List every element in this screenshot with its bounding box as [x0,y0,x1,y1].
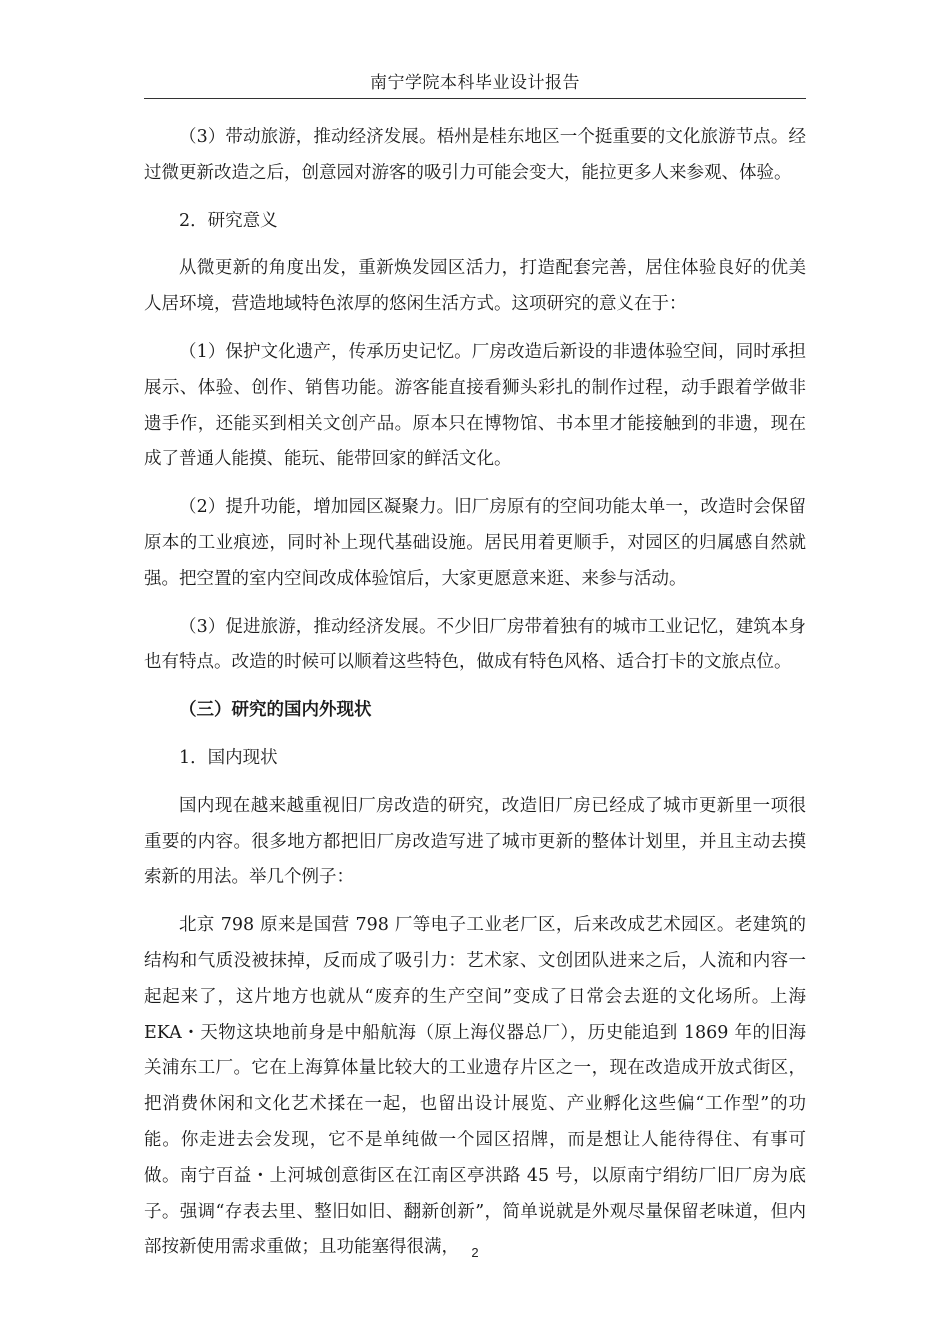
body-paragraph: （3）促进旅游，推动经济发展。不少旧厂房带着独有的城市工业记忆，建筑本身也有特点。改造的时候可以顺着这些特色，做成有特色风格、适合打卡的文旅点位。 [144,616,806,673]
body-paragraph: （3）带动旅游，推动经济发展。梧州是桂东地区一个挺重要的文化旅游节点。经过微更新改造之后，创意园对游客的吸引力可能会变大，能拉更多人来参观、体验。 [144,127,806,183]
section-heading: （三）研究的国内外现状 [179,700,372,721]
body-paragraph: 北京 798 原来是国营 798 厂等电子工业老厂区，后来改成艺术园区。老建筑的结构和气质没被抹掉，反而成了吸引力：艺术家、文创团队进来之后，人流和内容一起起来了，这片地方也就从“废弃的生产空间”变成了日常会去逛的文化场所。上海 EKA・天物这块地前身是中船航海（原上海仪器总厂），历史能追到 1869 年的旧海关浦东工厂。它在上海算体量比较大的工业遗存片区之一，现在改造成开放式街区，把消费休闲和文化艺术揉在一起，也留出设计展览、产业孵化这些偏“工作型”的功能。你走进去会发现，它不是单纯做一个园区招牌，而是想让人能待得住、有事可做。南宁百益・上河城创意街区在江南区亭洪路 45 号，以原南宁绢纺厂旧厂房为底子。强调“存表去里、整旧如旧、翻新创新”，简单说就是外观尽量保留老味道，但内部按新使用需求重做；且功能塞得很满， [144,915,812,1258]
section-subheading: 2．研究意义 [179,210,278,231]
page-number: 2 [471,1245,479,1260]
body-paragraph: （1）保护文化遗产，传承历史记忆。厂房改造后新设的非遗体验空间，同时承担展示、体验、创作、销售功能。游客能直接看狮头彩扎的制作过程，动手跟着学做非遗手作，还能买到相关文创产品。原本只在博物馆、书本里才能接触到的非遗，现在成了普通人能摸、能玩、能带回家的鲜活文化。 [144,341,806,470]
document-body [144,120,812,1266]
page-header: 南宁学院本科毕业设计报告 [144,68,806,99]
body-paragraph: （2）提升功能，增加园区凝聚力。旧厂房原有的空间功能太单一，改造时会保留原本的工业痕迹，同时补上现代基础设施。居民用着更顺手，对园区的归属感自然就强。把空置的室内空间改成体验馆后，大家更愿意来逛、来参与活动。 [144,497,806,589]
section-subheading: 1．国内现状 [179,747,278,768]
body-paragraph: 国内现在越来越重视旧厂房改造的研究，改造旧厂房已经成了城市更新里一项很重要的内容。很多地方都把旧厂房改造写进了城市更新的整体计划里，并且主动去摸索新的用法。举几个例子： [144,795,806,888]
body-paragraph: 从微更新的角度出发，重新焕发园区活力，打造配套完善，居住体验良好的优美人居环境，营造地域特色浓厚的悠闲生活方式。这项研究的意义在于： [144,258,806,315]
